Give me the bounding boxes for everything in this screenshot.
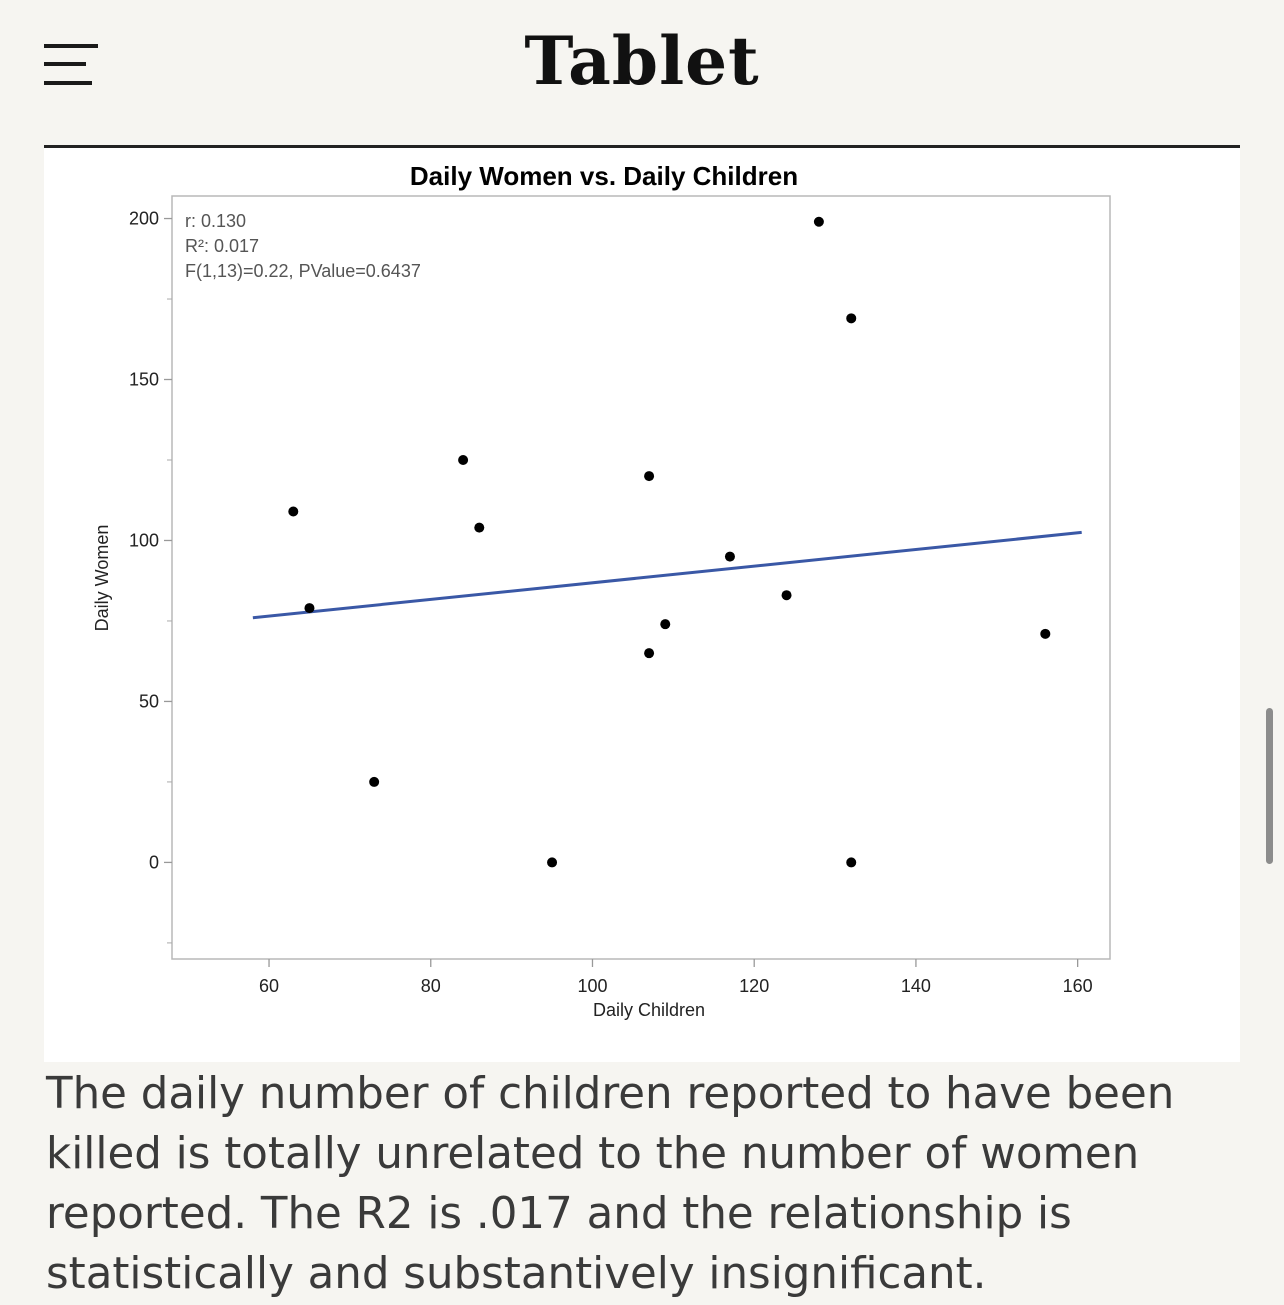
y-axis	[129, 209, 172, 943]
data-point	[644, 648, 654, 658]
site-logo[interactable]: Tablet	[524, 22, 760, 100]
x-tick-label: 140	[900, 976, 931, 996]
data-point	[1040, 629, 1050, 639]
figure-caption: The daily number of children reported to have been killed is totally unrelated to the number of women reported. The R2 is .017 and the relationship is statistically and substantively insignificant.	[46, 1069, 1175, 1299]
y-tick-label: 200	[128, 208, 159, 229]
x-axis	[259, 959, 1093, 996]
stat-f-pvalue: F(1,13)=0.22, PValue=0.6437	[185, 261, 421, 281]
x-tick-label: 120	[739, 976, 770, 996]
data-point	[846, 313, 856, 323]
data-point	[288, 507, 298, 517]
data-point	[782, 590, 792, 600]
data-point	[660, 619, 670, 629]
y-axis-label: Daily Women	[92, 524, 112, 632]
y-tick-label: 100	[128, 530, 159, 551]
y-tick-label: 0	[148, 852, 159, 873]
scatter-chart	[44, 148, 1240, 1062]
data-point	[725, 552, 735, 562]
data-point	[369, 777, 379, 787]
data-point	[814, 217, 824, 227]
y-tick-label: 50	[138, 691, 159, 712]
x-tick-label: 160	[1062, 976, 1093, 996]
chart-title: Daily Women vs. Daily Children	[409, 161, 799, 191]
data-point	[547, 857, 557, 867]
data-point	[846, 857, 856, 867]
scrollbar-thumb[interactable]	[1266, 708, 1273, 864]
x-tick-label: 100	[577, 976, 608, 996]
data-point	[474, 523, 484, 533]
data-point	[304, 603, 314, 613]
x-axis-label: Daily Children	[592, 1000, 706, 1020]
x-tick-label: 80	[420, 976, 441, 996]
data-point	[458, 455, 468, 465]
data-point	[644, 471, 654, 481]
stat-r-squared: R²: 0.017	[185, 236, 260, 256]
stat-r: r: 0.130	[185, 211, 247, 231]
y-tick-label: 150	[128, 369, 159, 390]
x-tick-label: 60	[259, 976, 280, 996]
chart-figure	[44, 148, 1240, 1062]
